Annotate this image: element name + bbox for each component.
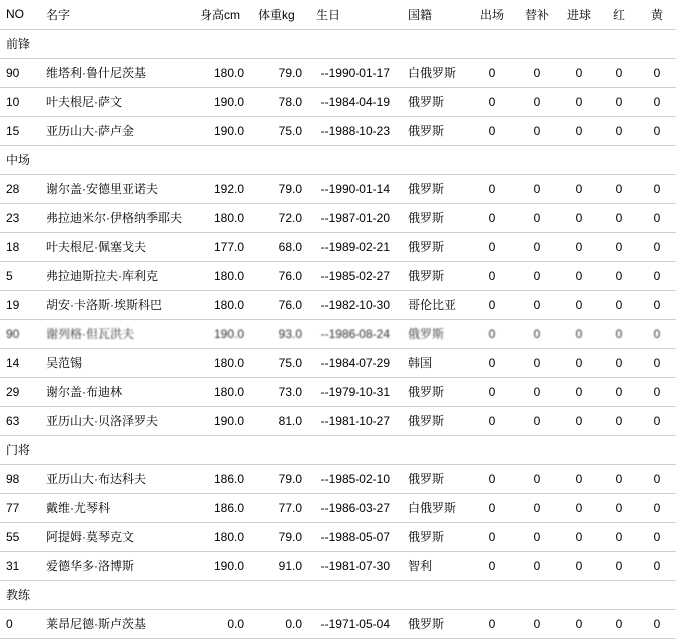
- cell-no: 63: [0, 406, 38, 435]
- cell-subs: 0: [516, 406, 558, 435]
- cell-height: 190.0: [196, 551, 254, 580]
- cell-apps: 0: [468, 116, 516, 145]
- cell-no: 0: [0, 609, 38, 638]
- cell-red: 0: [600, 290, 638, 319]
- cell-name: 爱德华多·洛博斯: [38, 551, 196, 580]
- cell-birthday: --1971-05-04: [312, 609, 400, 638]
- cell-yellow: 0: [638, 261, 676, 290]
- cell-apps: 0: [468, 261, 516, 290]
- cell-subs: 0: [516, 290, 558, 319]
- cell-weight: 76.0: [254, 290, 312, 319]
- cell-red: 0: [600, 319, 638, 348]
- cell-birthday: --1985-02-27: [312, 261, 400, 290]
- cell-nationality: 白俄罗斯: [400, 58, 468, 87]
- cell-subs: 0: [516, 232, 558, 261]
- cell-birthday: --1984-04-19: [312, 87, 400, 116]
- cell-goals: 0: [558, 319, 600, 348]
- cell-height: 180.0: [196, 377, 254, 406]
- cell-goals: 0: [558, 174, 600, 203]
- cell-yellow: 0: [638, 406, 676, 435]
- cell-subs: 0: [516, 174, 558, 203]
- cell-subs: 0: [516, 319, 558, 348]
- cell-goals: 0: [558, 406, 600, 435]
- cell-height: 180.0: [196, 203, 254, 232]
- cell-goals: 0: [558, 58, 600, 87]
- cell-name: 维塔利·鲁什尼茨基: [38, 58, 196, 87]
- table-row: [0, 87, 676, 116]
- table-row: [0, 319, 676, 348]
- table-row: [0, 203, 676, 232]
- table-header-row: [0, 0, 676, 29]
- cell-nationality: 俄罗斯: [400, 87, 468, 116]
- cell-red: 0: [600, 261, 638, 290]
- cell-no: 23: [0, 203, 38, 232]
- cell-yellow: 0: [638, 319, 676, 348]
- cell-weight: 79.0: [254, 58, 312, 87]
- cell-goals: 0: [558, 232, 600, 261]
- cell-red: 0: [600, 174, 638, 203]
- cell-birthday: --1986-08-24: [312, 319, 400, 348]
- cell-apps: 0: [468, 551, 516, 580]
- cell-height: 190.0: [196, 406, 254, 435]
- cell-name: 吴范锡: [38, 348, 196, 377]
- group-header-row: [0, 580, 676, 609]
- group-spacer: [468, 435, 676, 464]
- cell-apps: 0: [468, 290, 516, 319]
- cell-yellow: 0: [638, 290, 676, 319]
- cell-name: 谢列格·但瓦洪夫: [38, 319, 196, 348]
- cell-subs: 0: [516, 551, 558, 580]
- group-spacer: [468, 29, 676, 58]
- cell-yellow: 0: [638, 58, 676, 87]
- cell-height: 180.0: [196, 261, 254, 290]
- cell-no: 15: [0, 116, 38, 145]
- cell-nationality: 俄罗斯: [400, 174, 468, 203]
- cell-birthday: --1984-07-29: [312, 348, 400, 377]
- cell-yellow: 0: [638, 232, 676, 261]
- cell-nationality: 韩国: [400, 348, 468, 377]
- table-row: [0, 232, 676, 261]
- cell-yellow: 0: [638, 377, 676, 406]
- cell-weight: 77.0: [254, 493, 312, 522]
- cell-weight: 75.0: [254, 116, 312, 145]
- cell-no: 14: [0, 348, 38, 377]
- cell-weight: 79.0: [254, 174, 312, 203]
- cell-name: 谢尔盖·布迪林: [38, 377, 196, 406]
- cell-subs: 0: [516, 522, 558, 551]
- cell-yellow: 0: [638, 464, 676, 493]
- cell-birthday: --1987-01-20: [312, 203, 400, 232]
- cell-goals: 0: [558, 348, 600, 377]
- cell-apps: 0: [468, 58, 516, 87]
- cell-name: 亚历山大·贝洛泽罗夫: [38, 406, 196, 435]
- cell-weight: 79.0: [254, 464, 312, 493]
- cell-name: 弗拉迪米尔·伊格纳季耶夫: [38, 203, 196, 232]
- cell-subs: 0: [516, 377, 558, 406]
- column-header-nationality: 国籍: [400, 0, 468, 29]
- cell-yellow: 0: [638, 203, 676, 232]
- cell-name: 叶夫根尼·萨文: [38, 87, 196, 116]
- table-row: [0, 609, 676, 638]
- cell-goals: 0: [558, 551, 600, 580]
- column-header-weight: 体重kg: [254, 0, 312, 29]
- column-header-red: 红: [600, 0, 638, 29]
- cell-apps: 0: [468, 232, 516, 261]
- cell-subs: 0: [516, 464, 558, 493]
- cell-weight: 93.0: [254, 319, 312, 348]
- cell-red: 0: [600, 377, 638, 406]
- cell-birthday: --1981-07-30: [312, 551, 400, 580]
- cell-birthday: --1979-10-31: [312, 377, 400, 406]
- cell-goals: 0: [558, 377, 600, 406]
- cell-nationality: 俄罗斯: [400, 522, 468, 551]
- cell-name: 戴维·尤琴科: [38, 493, 196, 522]
- cell-birthday: --1988-10-23: [312, 116, 400, 145]
- cell-subs: 0: [516, 348, 558, 377]
- cell-name: 叶夫根尼·佩塞戈夫: [38, 232, 196, 261]
- cell-yellow: 0: [638, 116, 676, 145]
- cell-no: 29: [0, 377, 38, 406]
- table-row: [0, 348, 676, 377]
- cell-apps: 0: [468, 406, 516, 435]
- table-row: [0, 522, 676, 551]
- cell-red: 0: [600, 348, 638, 377]
- cell-nationality: 俄罗斯: [400, 377, 468, 406]
- cell-goals: 0: [558, 522, 600, 551]
- table-row: [0, 261, 676, 290]
- cell-weight: 76.0: [254, 261, 312, 290]
- cell-red: 0: [600, 232, 638, 261]
- table-row: [0, 464, 676, 493]
- cell-goals: 0: [558, 609, 600, 638]
- cell-red: 0: [600, 58, 638, 87]
- cell-yellow: 0: [638, 87, 676, 116]
- group-header-row: [0, 29, 676, 58]
- cell-nationality: 智利: [400, 551, 468, 580]
- cell-no: 90: [0, 58, 38, 87]
- cell-yellow: 0: [638, 551, 676, 580]
- cell-apps: 0: [468, 522, 516, 551]
- cell-no: 28: [0, 174, 38, 203]
- cell-goals: 0: [558, 87, 600, 116]
- cell-yellow: 0: [638, 522, 676, 551]
- cell-height: 180.0: [196, 348, 254, 377]
- cell-red: 0: [600, 609, 638, 638]
- cell-red: 0: [600, 551, 638, 580]
- column-header-yellow: 黄: [638, 0, 676, 29]
- cell-name: 弗拉迪斯拉夫·库利克: [38, 261, 196, 290]
- cell-weight: 75.0: [254, 348, 312, 377]
- table-row: [0, 58, 676, 87]
- cell-subs: 0: [516, 116, 558, 145]
- group-label: 中场: [0, 145, 468, 174]
- group-spacer: [468, 580, 676, 609]
- cell-subs: 0: [516, 493, 558, 522]
- column-header-goals: 进球: [558, 0, 600, 29]
- cell-apps: 0: [468, 464, 516, 493]
- cell-yellow: 0: [638, 174, 676, 203]
- column-header-apps: 出场: [468, 0, 516, 29]
- cell-nationality: 俄罗斯: [400, 261, 468, 290]
- cell-nationality: 哥伦比亚: [400, 290, 468, 319]
- cell-height: 180.0: [196, 522, 254, 551]
- column-header-subs: 替补: [516, 0, 558, 29]
- cell-red: 0: [600, 406, 638, 435]
- cell-yellow: 0: [638, 493, 676, 522]
- group-label: 门将: [0, 435, 468, 464]
- cell-nationality: 俄罗斯: [400, 116, 468, 145]
- cell-apps: 0: [468, 377, 516, 406]
- cell-height: 177.0: [196, 232, 254, 261]
- cell-subs: 0: [516, 58, 558, 87]
- column-header-birthday: 生日: [312, 0, 400, 29]
- cell-height: 180.0: [196, 58, 254, 87]
- cell-name: 亚历山大·布达科夫: [38, 464, 196, 493]
- cell-birthday: --1988-05-07: [312, 522, 400, 551]
- cell-height: 190.0: [196, 116, 254, 145]
- cell-no: 31: [0, 551, 38, 580]
- cell-birthday: --1989-02-21: [312, 232, 400, 261]
- cell-height: 0.0: [196, 609, 254, 638]
- table-header: [0, 0, 676, 29]
- column-header-height: 身高cm: [196, 0, 254, 29]
- column-header-name: 名字: [38, 0, 196, 29]
- cell-no: 10: [0, 87, 38, 116]
- cell-goals: 0: [558, 464, 600, 493]
- cell-no: 18: [0, 232, 38, 261]
- cell-red: 0: [600, 464, 638, 493]
- table-row: [0, 290, 676, 319]
- group-label: 教练: [0, 580, 468, 609]
- cell-weight: 72.0: [254, 203, 312, 232]
- cell-weight: 79.0: [254, 522, 312, 551]
- cell-red: 0: [600, 116, 638, 145]
- cell-nationality: 俄罗斯: [400, 232, 468, 261]
- cell-height: 192.0: [196, 174, 254, 203]
- cell-height: 186.0: [196, 464, 254, 493]
- cell-name: 阿提姆·莫琴克文: [38, 522, 196, 551]
- cell-no: 90: [0, 319, 38, 348]
- cell-goals: 0: [558, 116, 600, 145]
- cell-nationality: 俄罗斯: [400, 609, 468, 638]
- table-row: [0, 406, 676, 435]
- cell-height: 190.0: [196, 87, 254, 116]
- group-label: 前锋: [0, 29, 468, 58]
- cell-weight: 68.0: [254, 232, 312, 261]
- cell-birthday: --1982-10-30: [312, 290, 400, 319]
- table-row: [0, 377, 676, 406]
- cell-goals: 0: [558, 290, 600, 319]
- cell-nationality: 俄罗斯: [400, 203, 468, 232]
- cell-apps: 0: [468, 203, 516, 232]
- cell-no: 98: [0, 464, 38, 493]
- cell-subs: 0: [516, 609, 558, 638]
- cell-yellow: 0: [638, 609, 676, 638]
- table-row: [0, 174, 676, 203]
- column-header-no: NO: [0, 0, 38, 29]
- cell-yellow: 0: [638, 348, 676, 377]
- cell-apps: 0: [468, 493, 516, 522]
- cell-nationality: 俄罗斯: [400, 319, 468, 348]
- cell-name: 亚历山大·萨卢金: [38, 116, 196, 145]
- cell-no: 5: [0, 261, 38, 290]
- cell-red: 0: [600, 203, 638, 232]
- group-spacer: [468, 145, 676, 174]
- cell-apps: 0: [468, 348, 516, 377]
- cell-subs: 0: [516, 87, 558, 116]
- cell-no: 19: [0, 290, 38, 319]
- cell-weight: 73.0: [254, 377, 312, 406]
- cell-subs: 0: [516, 261, 558, 290]
- cell-weight: 91.0: [254, 551, 312, 580]
- cell-nationality: 俄罗斯: [400, 406, 468, 435]
- cell-subs: 0: [516, 203, 558, 232]
- cell-goals: 0: [558, 261, 600, 290]
- table-body: [0, 29, 676, 638]
- cell-height: 180.0: [196, 290, 254, 319]
- cell-no: 77: [0, 493, 38, 522]
- table-row: [0, 493, 676, 522]
- cell-height: 186.0: [196, 493, 254, 522]
- cell-nationality: 俄罗斯: [400, 464, 468, 493]
- cell-birthday: --1990-01-14: [312, 174, 400, 203]
- cell-birthday: --1990-01-17: [312, 58, 400, 87]
- table-row: [0, 116, 676, 145]
- cell-apps: 0: [468, 609, 516, 638]
- cell-red: 0: [600, 87, 638, 116]
- cell-apps: 0: [468, 87, 516, 116]
- cell-name: 莱昂尼德·斯卢茨基: [38, 609, 196, 638]
- cell-goals: 0: [558, 493, 600, 522]
- cell-birthday: --1986-03-27: [312, 493, 400, 522]
- cell-name: 胡安·卡洛斯·埃斯科巴: [38, 290, 196, 319]
- cell-apps: 0: [468, 174, 516, 203]
- cell-red: 0: [600, 493, 638, 522]
- cell-red: 0: [600, 522, 638, 551]
- group-header-row: [0, 435, 676, 464]
- cell-birthday: --1985-02-10: [312, 464, 400, 493]
- cell-weight: 0.0: [254, 609, 312, 638]
- cell-no: 55: [0, 522, 38, 551]
- cell-nationality: 白俄罗斯: [400, 493, 468, 522]
- cell-name: 谢尔盖·安德里亚诺夫: [38, 174, 196, 203]
- group-header-row: [0, 145, 676, 174]
- cell-birthday: --1981-10-27: [312, 406, 400, 435]
- cell-weight: 81.0: [254, 406, 312, 435]
- cell-weight: 78.0: [254, 87, 312, 116]
- cell-height: 190.0: [196, 319, 254, 348]
- cell-apps: 0: [468, 319, 516, 348]
- table-row: [0, 551, 676, 580]
- cell-goals: 0: [558, 203, 600, 232]
